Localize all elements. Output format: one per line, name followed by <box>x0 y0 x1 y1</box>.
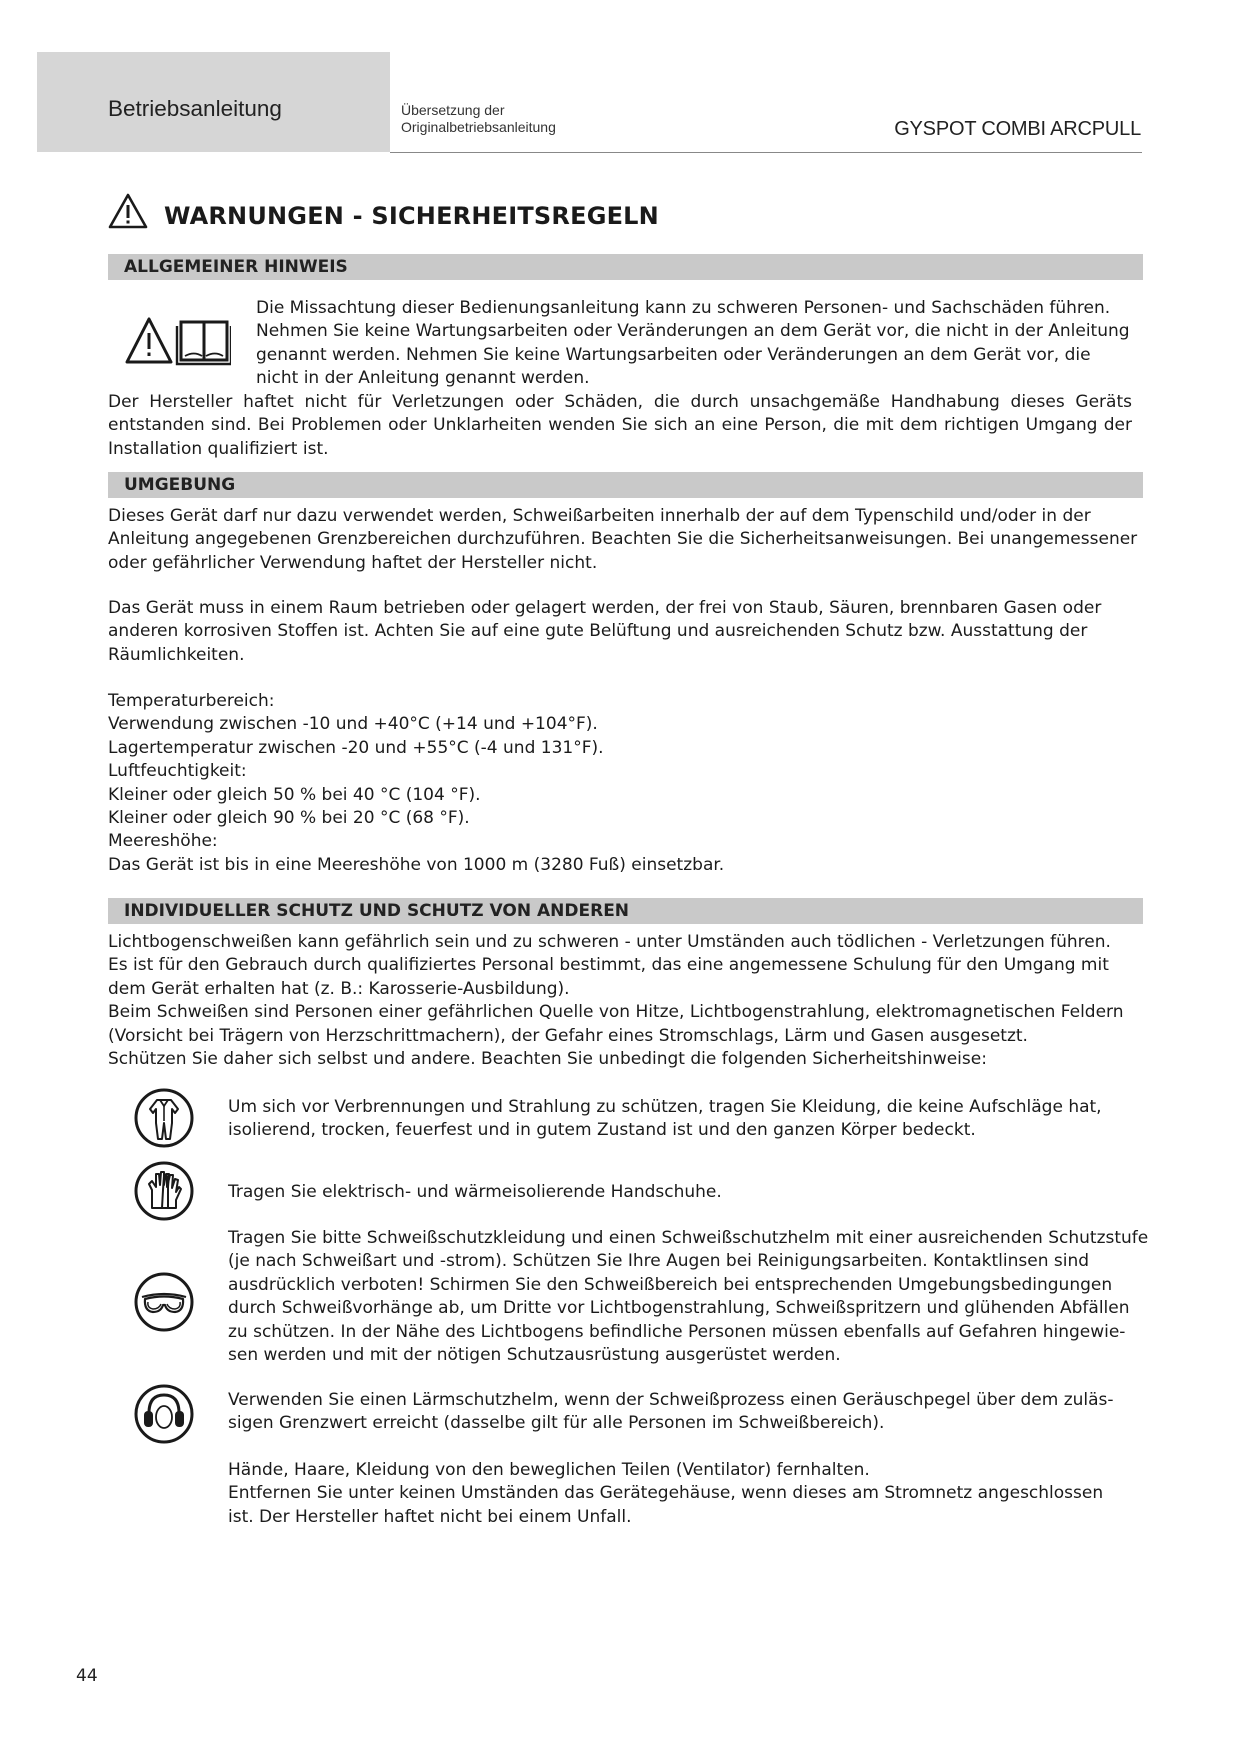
section-heading-protection <box>108 898 1143 924</box>
protection-line: dem Gerät erhalten hat (z. B.: Karosserie-Ausbildung). <box>108 978 570 999</box>
section-heading-environment <box>108 472 1143 498</box>
page-title: WARNUNGEN - SICHERHEITSREGELN <box>164 202 659 230</box>
item-moving-parts-line: Entfernen Sie unter keinen Umständen das Gerätegehäuse, wenn dieses am Stromnetz angeschlossen <box>228 1483 1104 1504</box>
spec-line: Lagertemperatur zwischen -20 und +55°C (-4 und 131°F). <box>108 737 604 758</box>
manual-label: Betriebsanleitung <box>108 96 282 121</box>
gloves-icon <box>133 1160 195 1222</box>
general-intro-line: nicht in der Anleitung genannt werden. <box>256 368 590 389</box>
item-hearing-line: Verwenden Sie einen Lärmschutzhelm, wenn der Schweißprozess einen Geräuschpegel über dem zuläs- <box>228 1390 1114 1410</box>
item-moving-parts-line: Hände, Haare, Kleidung von den beweglichen Teilen (Ventilator) fernhalten. <box>228 1460 870 1480</box>
spec-line: Kleiner oder gleich 90 % bei 20 °C (68 °F). <box>108 808 470 829</box>
protection-line: Beim Schweißen sind Personen einer gefährlichen Quelle von Hitze, Lichtbogenstrahlung, elektromagnetischen Feldern <box>108 1002 1124 1023</box>
item-eyes-line: sen werden und mit der nötigen Schutzausrüstung ausgerüstet werden. <box>228 1345 841 1366</box>
item-eyes-line: (je nach Schweißart und -strom). Schützen Sie Ihre Augen bei Reinigungsarbeiten. Kontaktlinsen sind <box>228 1251 1090 1272</box>
protection-intro <box>108 931 1124 1071</box>
item-eyes <box>228 1227 1148 1367</box>
item-gloves <box>228 1181 722 1204</box>
general-intro-line: Die Missachtung dieser Bedienungsanleitung kann zu schweren Personen- und Sachschäden führen. <box>256 298 1111 318</box>
spec-line: Verwendung zwischen -10 und +40°C (+14 und +104°F). <box>108 714 598 735</box>
header-label-box <box>37 52 390 152</box>
spec-line: Temperaturbereich: <box>108 691 275 711</box>
item-eyes-line: durch Schweißvorhänge ab, um Dritte vor Lichtbogenstrahlung, Schweißspritzern und glühenden Abfällen <box>228 1298 1130 1319</box>
goggles-icon <box>133 1271 195 1333</box>
protection-line: Es ist für den Gebrauch durch qualifiziertes Personal bestimmt, das eine angemessene Schulung für den Umgang mit <box>108 955 1109 976</box>
item-moving-parts <box>228 1459 1103 1529</box>
product-name: GYSPOT COMBI ARCPULL <box>894 118 1141 140</box>
section-heading-environment-label: UMGEBUNG <box>124 475 236 495</box>
page-number: 44 <box>76 1666 98 1686</box>
item-eyes-line: zu schützen. In der Nähe des Lichtbogens befindliche Personen müssen ebenfalls auf Gefahren hingewie- <box>228 1321 1126 1342</box>
spec-line: Luftfeuchtigkeit: <box>108 761 247 782</box>
header-divider <box>390 152 1142 153</box>
section-heading-general-label: ALLGEMEINER HINWEIS <box>124 257 348 277</box>
spec-line: Das Gerät ist bis in eine Meereshöhe von 1000 m (3280 Fuß) einsetzbar. <box>108 854 725 875</box>
item-clothing-line: isolierend, trocken, feuerfest und in gutem Zustand ist und den ganzen Körper bedeckt. <box>228 1120 976 1141</box>
manual-book-icon <box>125 316 231 366</box>
item-moving-parts-line: ist. Der Hersteller haftet nicht bei einem Unfall. <box>228 1506 632 1527</box>
general-paragraph: Der Hersteller haftet nicht für Verletzungen oder Schäden, die durch unsachgemäße Handhabung dieses Geräts entstanden sind. Bei Problemen oder Unklarheiten wenden Sie sich an eine Person, die mit dem richtigen Umgang der Installation qualifiziert ist. <box>108 392 1132 459</box>
warning-icon <box>108 193 148 229</box>
section-heading-protection-label: INDIVIDUELLER SCHUTZ UND SCHUTZ VON ANDEREN <box>124 901 630 921</box>
protection-line: (Vorsicht bei Trägern von Herzschrittmachern), der Gefahr eines Stromschlags, Lärm und Gasen ausgesetzt. <box>108 1025 1028 1046</box>
translation-line-2: Originalbetriebsanleitung <box>401 119 556 135</box>
environment-paragraph-1: Dieses Gerät darf nur dazu verwendet werden, Schweißarbeiten innerhalb der auf dem Typenschild und/oder in der Anleitung angegebenen Grenzbereichen durchzuführen. Beachten Sie die Sicherheitsanweisungen. Bei unangemessener oder gefährlicher Verwendung haftet der Hersteller nicht. <box>108 506 1138 573</box>
item-hearing <box>228 1389 1114 1436</box>
item-eyes-line: Tragen Sie bitte Schweißschutzkleidung und einen Schweißschutzhelm mit einer ausreichenden Schutzstufe <box>228 1228 1149 1248</box>
ear-protection-icon <box>133 1383 195 1445</box>
protective-suit-icon <box>133 1087 195 1149</box>
general-intro-line: Nehmen Sie keine Wartungsarbeiten oder Veränderungen an dem Gerät vor, die nicht in der Anleitung <box>256 321 1130 342</box>
protection-line: Schützen Sie daher sich selbst und andere. Beachten Sie unbedingt die folgenden Sicherheitshinweise: <box>108 1049 987 1070</box>
section-heading-general <box>108 254 1143 280</box>
protection-line: Lichtbogenschweißen kann gefährlich sein und zu schweren - unter Umständen auch tödlichen - Verletzungen führen. <box>108 932 1111 952</box>
item-clothing <box>228 1096 1102 1143</box>
environment-specs <box>108 690 724 877</box>
translation-line-1: Übersetzung der <box>401 102 505 118</box>
general-intro <box>256 297 1130 391</box>
spec-line: Kleiner oder gleich 50 % bei 40 °C (104 °F). <box>108 784 481 805</box>
translation-note <box>401 102 701 136</box>
environment-paragraph-2: Das Gerät muss in einem Raum betrieben oder gelagert werden, der frei von Staub, Säuren, brennbaren Gasen oder anderen korrosiven Stoffen ist. Achten Sie auf eine gute Belüftung und ausreichenden Schutz bzw. Ausstattung der Räumlichkeiten. <box>108 598 1102 665</box>
item-eyes-line: ausdrücklich verboten! Schirmen Sie den Schweißbereich bei entsprechenden Umgebungsbedingungen <box>228 1274 1113 1295</box>
general-intro-line: genannt werden. Nehmen Sie keine Wartungsarbeiten oder Veränderungen an dem Gerät vor, die <box>256 344 1091 365</box>
item-hearing-line: sigen Grenzwert erreicht (dasselbe gilt für alle Personen im Schweißbereich). <box>228 1413 885 1434</box>
item-clothing-line: Um sich vor Verbrennungen und Strahlung zu schützen, tragen Sie Kleidung, die keine Aufschläge hat, <box>228 1097 1102 1117</box>
item-gloves-line: Tragen Sie elektrisch- und wärmeisolierende Handschuhe. <box>228 1182 722 1202</box>
spec-line: Meereshöhe: <box>108 831 218 852</box>
